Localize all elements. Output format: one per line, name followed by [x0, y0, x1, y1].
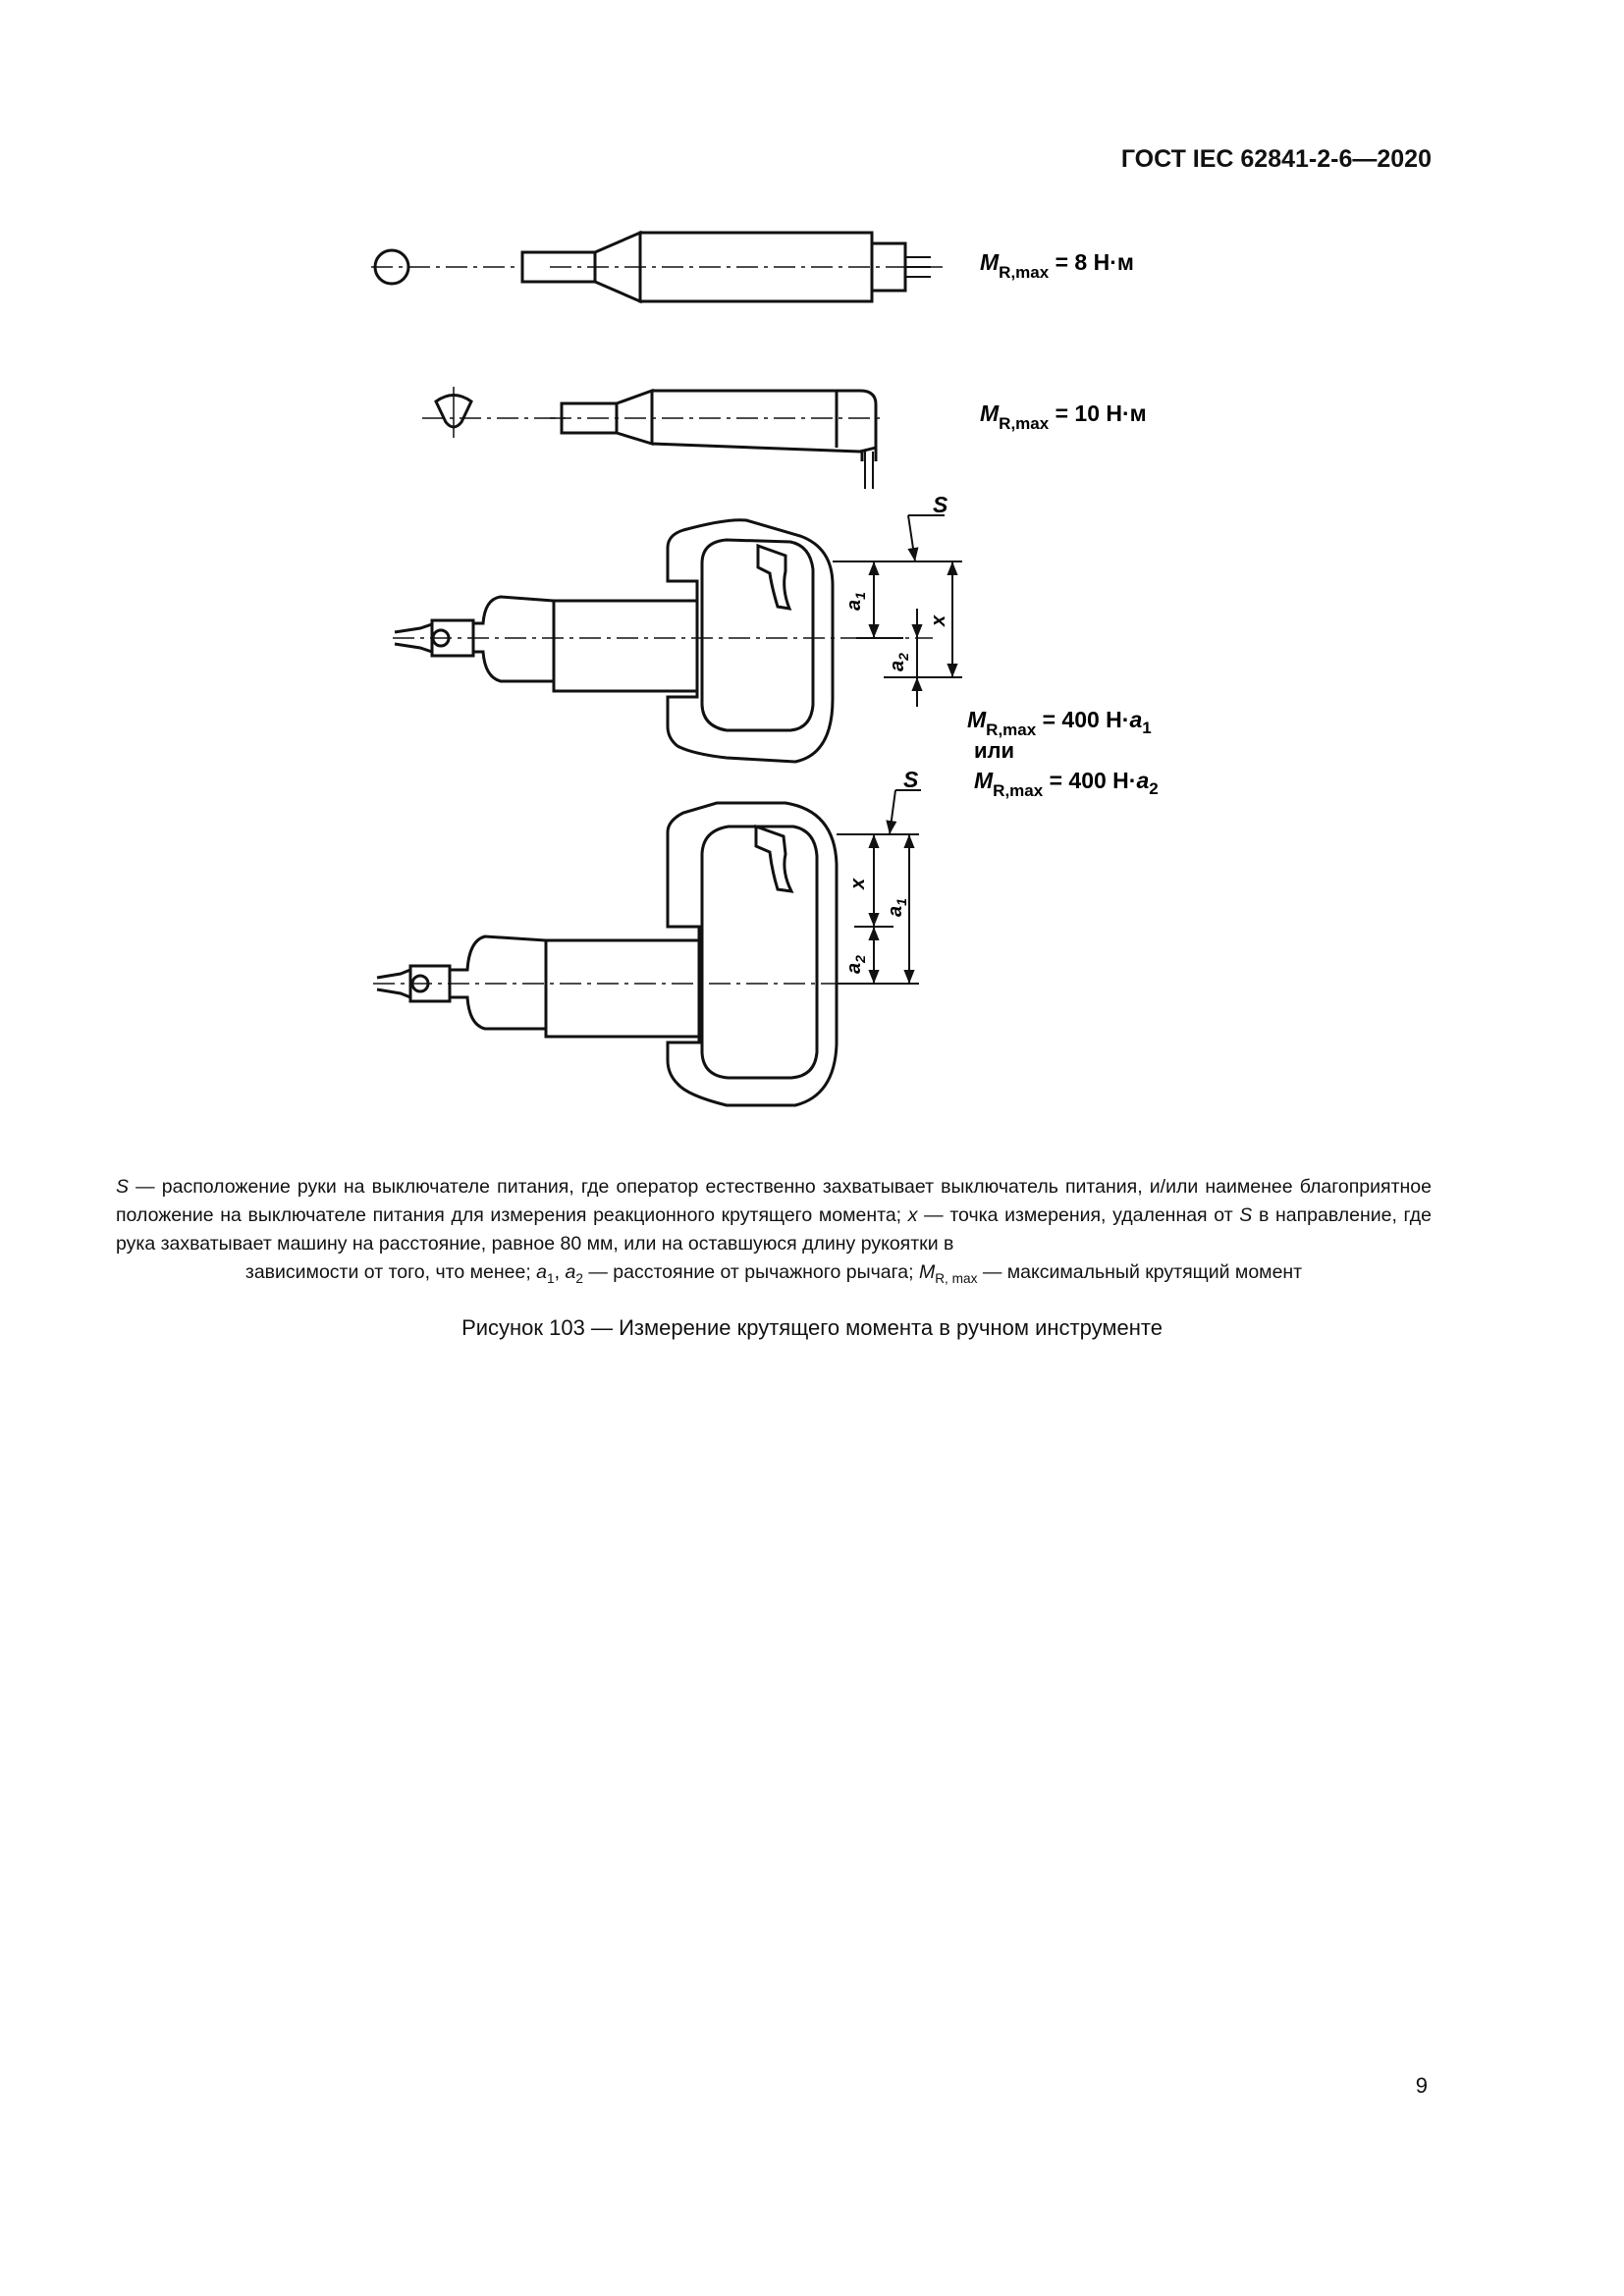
- formula-3-var: a: [1129, 707, 1143, 732]
- label-a2-2: a: [843, 962, 865, 974]
- page-number: 9: [1415, 2073, 1428, 2098]
- drill1-nose: [473, 597, 554, 681]
- label-x-2: x: [847, 878, 869, 889]
- formula-2-sub: R,max: [999, 414, 1050, 433]
- svg-text:MR,max = 400 Н·a2: [974, 768, 1159, 800]
- drill2-handle-outer: [668, 803, 837, 1105]
- note-comma: ,: [554, 1261, 566, 1283]
- tool2-body: [652, 391, 876, 452]
- note-text-3: в направление, где рука захватывает машину на расстояние, равное 80 мм, или на оставшуюся длину рукоятки в: [116, 1204, 1432, 1255]
- formula-2-symbol: M: [980, 400, 1000, 426]
- drill1-motor: [554, 601, 697, 691]
- figure-legend: [116, 1173, 1432, 1293]
- note-a2-symbol: a: [565, 1261, 576, 1283]
- figure-title: Рисунок 103 — Измерение крутящего момента в ручном инструменте: [461, 1315, 1163, 1340]
- svg-text:a2: [887, 653, 911, 671]
- formula-4-symbol: M: [974, 768, 994, 793]
- formula-3-symbol: M: [967, 707, 987, 732]
- note-x-symbol: x: [907, 1204, 918, 1226]
- tool-angled-screwdriver: [422, 387, 884, 489]
- formula-1-symbol: M: [980, 249, 1000, 275]
- drill2-motor: [546, 940, 699, 1037]
- formula-4-var-sub: 2: [1149, 779, 1159, 798]
- svg-text:MR,max = 400 Н·a1: [967, 707, 1152, 739]
- label-x-1: x: [928, 614, 949, 626]
- svg-text:MR,max = 8 Н·м: [980, 249, 1134, 282]
- drill2-trigger: [756, 827, 791, 891]
- note-m-symbol: M: [918, 1261, 936, 1283]
- drill2-nose: [450, 936, 546, 1029]
- document-header: ГОСТ IEC 62841-2-6—2020: [1120, 145, 1432, 173]
- note-m-sub: R, max: [935, 1270, 978, 1286]
- svg-text:a1: [885, 898, 909, 917]
- tool2-cone: [617, 391, 652, 444]
- label-a1-2-sub: 1: [893, 898, 909, 906]
- tool-d-handle-1: [393, 520, 933, 762]
- note-s-symbol: S: [116, 1176, 130, 1198]
- svg-text:a2: [843, 955, 868, 974]
- formula-1-sub: R,max: [999, 263, 1050, 282]
- formula-2-rhs: = 10 Н·м: [1049, 400, 1147, 426]
- formula-4-var: a: [1136, 768, 1150, 793]
- tool-straight-screwdriver: [371, 233, 943, 301]
- label-a1-1: a: [843, 599, 865, 611]
- note-a2-sub: 2: [575, 1270, 583, 1286]
- note-text-5: — расстояние от рычажного рычага;: [582, 1261, 919, 1283]
- drill2-handle-inner: [702, 827, 817, 1078]
- drill1-trigger: [758, 546, 789, 609]
- formula-4-rhs: = 400 Н·: [1043, 768, 1137, 793]
- label-s-1: S: [933, 492, 948, 517]
- label-a2-1: a: [887, 660, 908, 671]
- svg-text:MR,max = 10 Н·м: [980, 400, 1147, 433]
- formula-1-rhs: = 8 Н·м: [1049, 249, 1134, 275]
- note-text-2: — точка измерения, удаленная от: [917, 1204, 1240, 1226]
- formula-3-sub: R,max: [986, 721, 1037, 739]
- label-a1-1-sub: 1: [852, 592, 868, 600]
- note-s-symbol-2: S: [1239, 1204, 1253, 1226]
- note-text-4: зависимости от того, что менее;: [244, 1261, 537, 1283]
- label-a2-1-sub: 2: [895, 653, 911, 661]
- formula-4-sub: R,max: [993, 781, 1044, 800]
- svg-text:a1: [843, 592, 868, 611]
- formula-or: или: [974, 738, 1015, 763]
- note-text-6: — максимальный крутящий момент: [977, 1261, 1303, 1283]
- note-text-1: — расположение руки на выключателе питания, где оператор естественно захватывает выключатель питания, и/или наименее благоприятное положение на выключателе питания для измерения реакционного крутящего момента;: [116, 1176, 1432, 1226]
- note-a1-symbol: a: [536, 1261, 548, 1283]
- note-a1-sub: 1: [547, 1270, 555, 1286]
- label-s-2: S: [903, 767, 919, 792]
- label-a2-2-sub: 2: [852, 955, 868, 963]
- tool-d-handle-2: [373, 803, 923, 1105]
- formula-3-var-sub: 1: [1142, 719, 1152, 737]
- label-a1-2: a: [885, 905, 906, 917]
- formula-3-rhs: = 400 Н·: [1036, 707, 1130, 732]
